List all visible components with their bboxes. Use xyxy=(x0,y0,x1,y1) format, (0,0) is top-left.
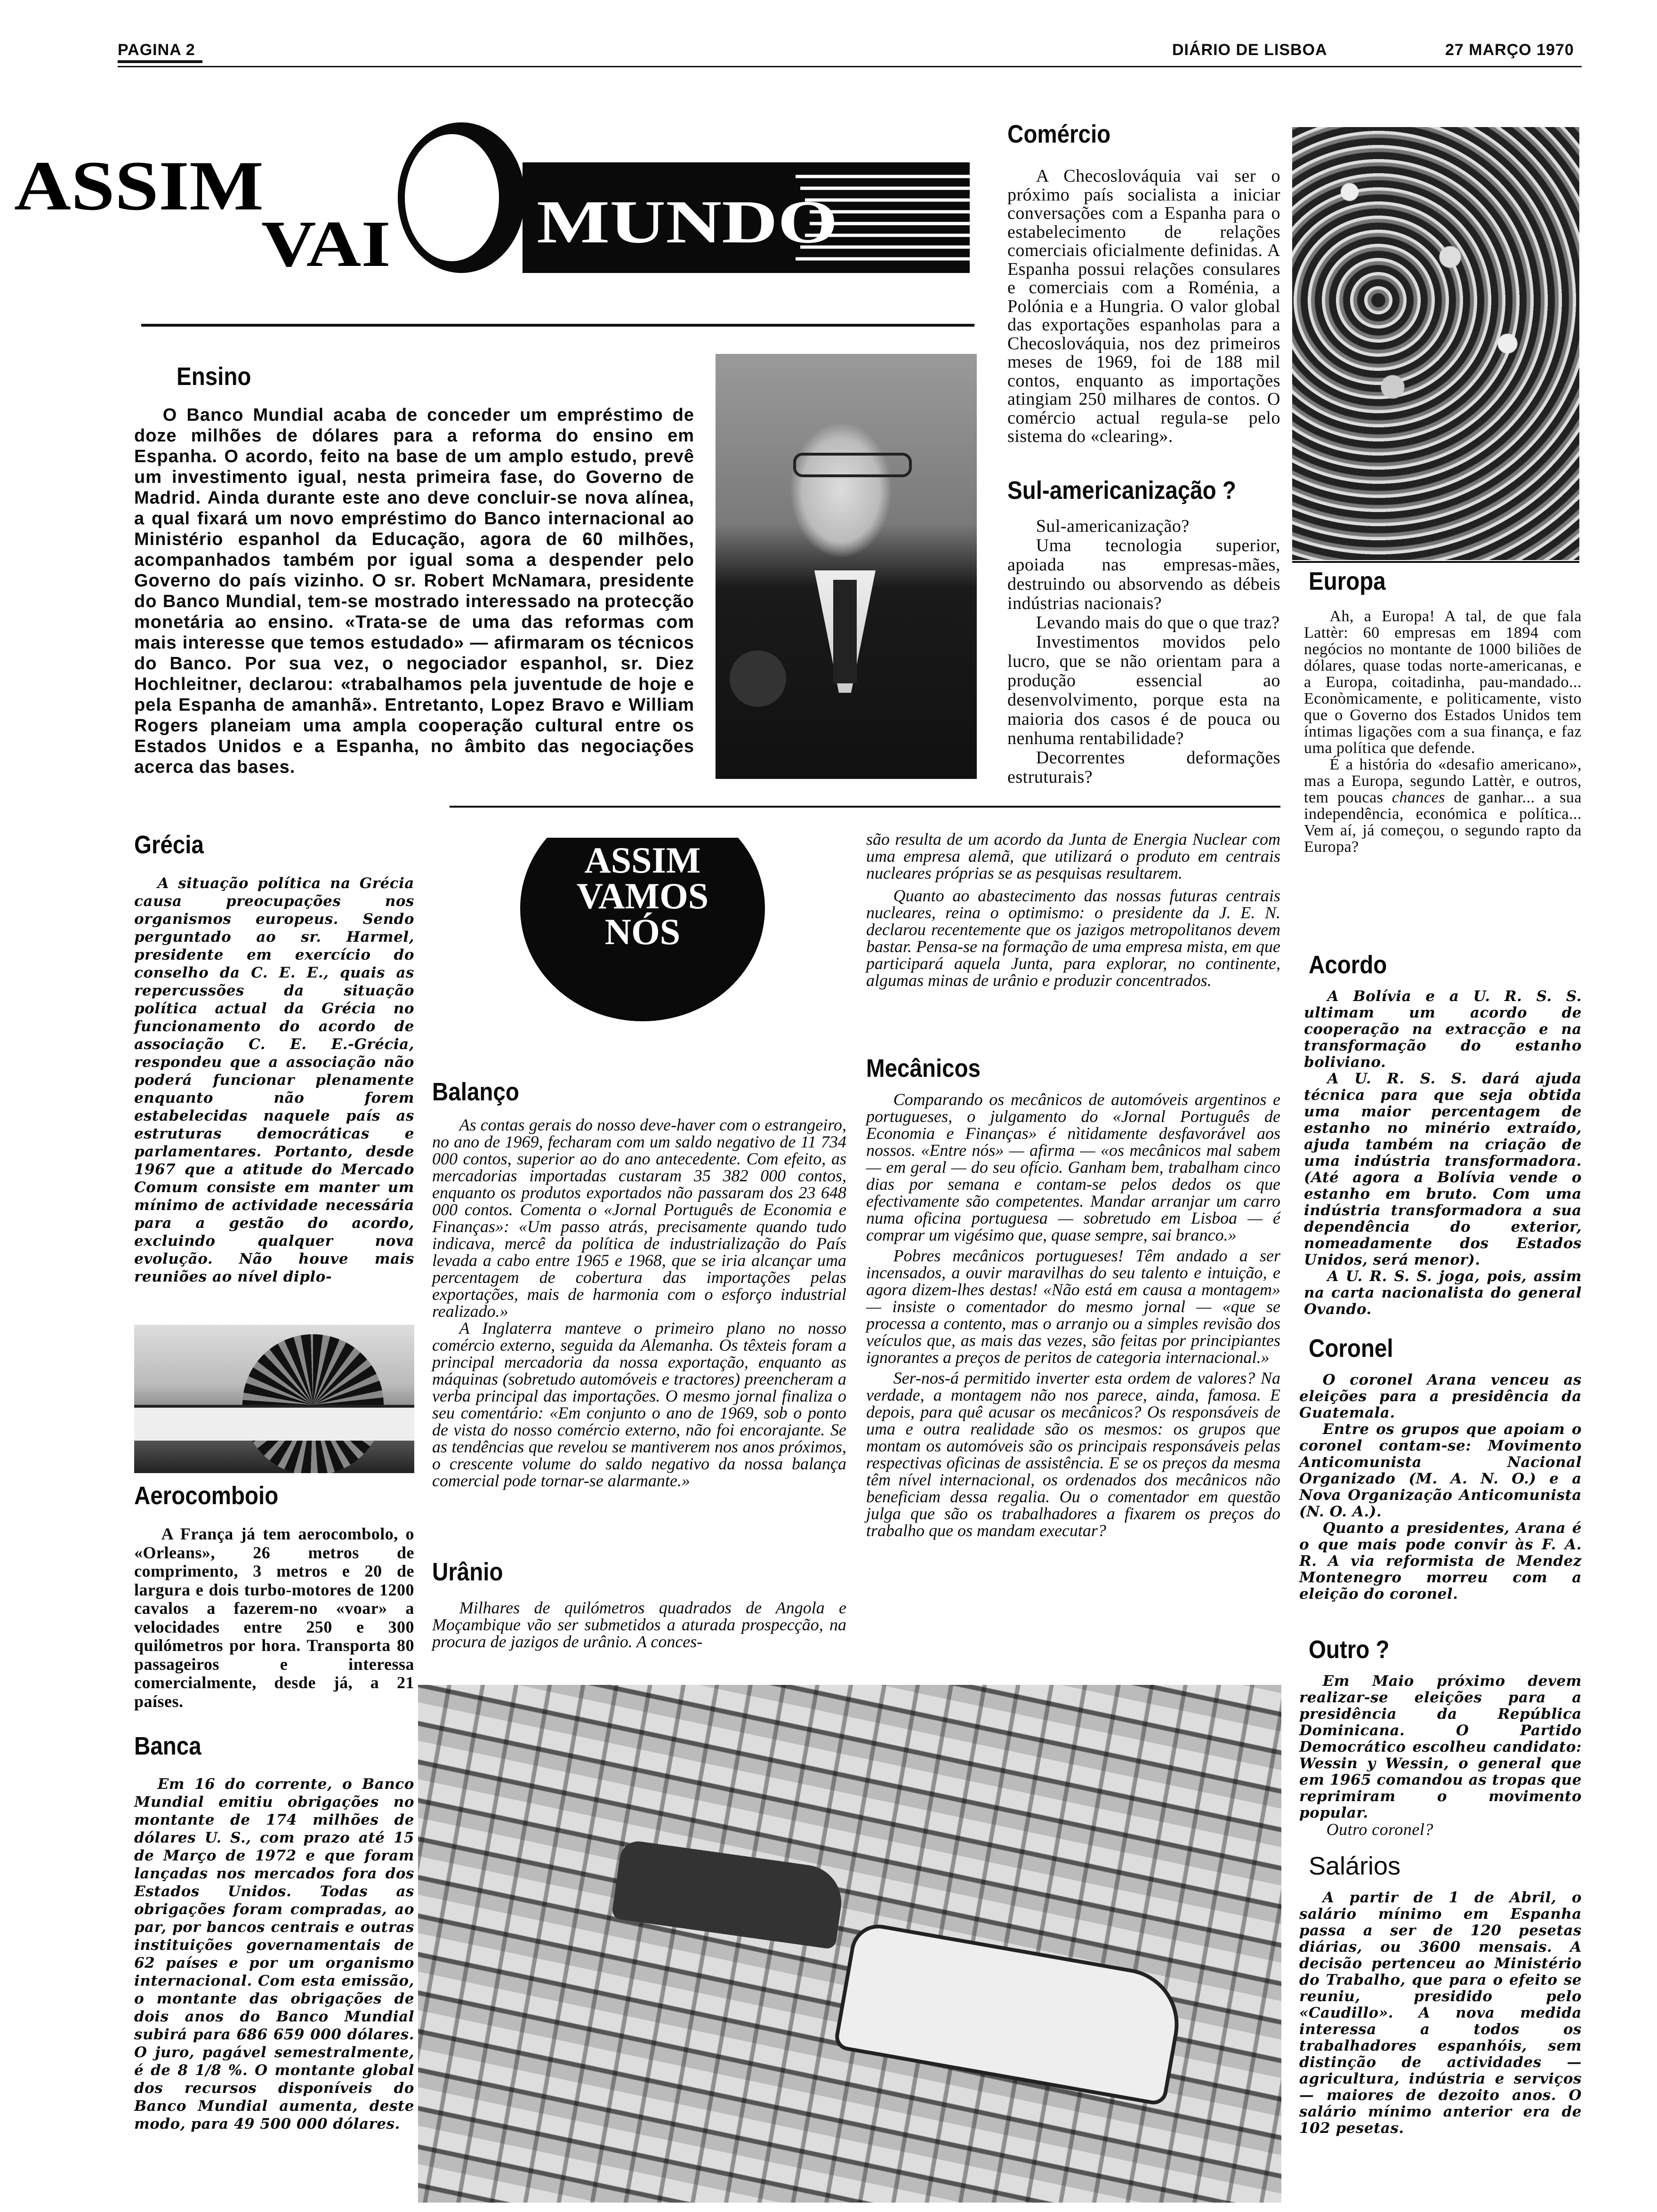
article-uranio xyxy=(432,1599,846,1650)
page-number: PAGINA 2 xyxy=(118,41,195,59)
paragraph: A U. R. S. S. dará ajuda técnica para que seja obtida uma maior percentagem de estanho no minério extraído, ajuda também na criação de uma indústria transformadora. (Até agora a Bolívia vende o estanho em bruto. Com uma indústria transformadora a sua dependência do exterior, nomeadamente dos Estados Unidos, será menor). xyxy=(1304,1070,1582,1268)
crowd-photo xyxy=(1292,127,1579,560)
article-banca xyxy=(134,1775,414,2133)
logo-assim: ASSIM xyxy=(14,147,264,225)
paragraph: Ser-nos-á permitido inverter esta ordem de valores? Na verdade, a montagem não nos parece, ainda, famosa. E depois, para quê acusar os mecânicos? Os responsáveis de uma e outra realidade são os mesmos: os grupos que montam os automóveis são os principais responsáveis pelas respectivas oficinas de assistência. E se os preços da mesma têm nível internacional, os ordenados dos mecânicos não beneficiam dessa regalia. Ou o comentador em questão julga que são os trabalhadores a fixarem os preços do trabalho que os mandam executar? xyxy=(866,1369,1280,1540)
page-number-underline xyxy=(118,60,202,63)
paragraph: A Checoslováquia vai ser o próximo país socialista a iniciar conversações com a Espanha para o estabelecimento de relações comerciais oficialmente definidas. A Espanha possui relações consulares e comerciais com a Roménia, a Polónia e a Hungria. O valor global das exportações espanholas para a Checoslováquia, nos dez primeiros meses de 1969, foi de 188 mil contos, enquanto as importações atingiam 250 milhares de contos. O comércio actual regula-se pelo sistema do «clearing». xyxy=(1007,166,1280,446)
paragraph: A França já tem aerocombolo, o «Orleans», 26 metros de comprimento, 3 metros e 20 de largura e dois turbo-motores de 1200 cavalos a fazerem-no «voar» a velocidades entre 250 e 300 quilómetros por hora. Transporta 80 passageiros e interessa comercialmente, desde já, a 21 países. xyxy=(134,1524,414,1711)
article-uranio-continuation xyxy=(866,831,1280,989)
logo-mundo: MUNDO xyxy=(537,188,838,256)
paragraph: Em 16 do corrente, o Banco Mundial emitiu obrigações no montante de 174 milhões de dólares U. S., com prazo até 15 de Março de 1972 e que foram lançadas nos mercados fora dos Estados Unidos. Todas as obrigações foram compradas, ao par, por bancos centrais e outras instituições governamentais de 62 países e por um organismo internacional. Com esta emissão, o montante das obrigações de dois anos do Banco Mundial subirá para 686 659 000 dólares. O juro, pagável semestralmente, é de 8 1/8 %. O montante global dos recursos disponíveis do Banco Mundial aumenta, deste modo, para 49 500 000 dólares. xyxy=(134,1776,414,2132)
logo-rule xyxy=(141,324,974,327)
paragraph: Milhares de quilómetros quadrados de Angola e Moçambique vão ser submetidos a aturada prospecção, na procura de jazigos de urânio. A conces- xyxy=(432,1598,846,1651)
paragraph: A U. R. S. S. joga, pois, assim na carta nacionalista do general Ovando. xyxy=(1304,1268,1582,1318)
headline-comercio: Comércio xyxy=(1007,120,1111,148)
paragraph: Levando mais do que o que traz? xyxy=(1036,613,1280,633)
assim-vamos-nos-label: ASSIM VAMOS NÓS xyxy=(576,840,709,952)
headline-acordo: Acordo xyxy=(1309,951,1387,979)
paragraph: Sul-americanização? xyxy=(1036,516,1190,536)
article-mecanicos xyxy=(866,1091,1280,1539)
article-grecia xyxy=(134,874,414,1286)
article-salarios xyxy=(1299,1890,1582,2137)
paragraph: são resulta de um acordo da Junta de Energia Nuclear com uma empresa alemã, que utilizará o produto em centrais nucleares próprias se as pesquisas resultarem. xyxy=(866,830,1280,882)
paragraph: Quanto a presidentes, Arana é o que mais pode convir às F. A. R. A via reformista de Mendez Montenegro morreu com a eleição do coronel. xyxy=(1299,1520,1582,1603)
paragraph: O coronel Arana venceu as eleições para a presidência da Guatemala. xyxy=(1299,1371,1582,1421)
article-acordo xyxy=(1304,988,1582,1318)
headline-salarios: Salários xyxy=(1309,1852,1401,1880)
glasses-shape xyxy=(793,453,912,477)
paragraph: Outro coronel? xyxy=(1326,1820,1433,1839)
paragraph: A situação política na Grécia causa preocupações nos organismos europeus. Sendo perguntado ao sr. Harmel, presidente em exercício do conselho da C. E. E., quais as repercussões da situação política actual da Grécia no funcionamento do acordo de associação C. E. E.-Grécia, respondeu que a associação não poderá funcionar plenamente enquanto não forem estabelecidas naquele país as estruturas democráticas e parlamentares. Portanto, desde 1967 que a atitude do Mercado Comum consiste em manter um mínimo de actividade necessária para a gestão do acordo, excluindo qualquer nova evolução. Não houve mais reuniões ao nível diplo- xyxy=(134,875,414,1285)
paragraph: Comparando os mecânicos de automóveis argentinos e portugueses, o julgamento do «Jornal Português de Economia e Finanças» é nìtidamente desfavorável aos nossos. «Entre nós» — afirma — «os mecânicos mal sabem — em geral — do seu ofício. Ganham bem, trabalham cinco dias por semana e contam-se pelos dedos os que efectivamente são competentes. Mandar arranjar um carro numa oficina portuguesa — sobretudo em Lisboa — é comprar um vigésimo que, quase sempre, sai branco.» xyxy=(866,1090,1280,1244)
article-comercio xyxy=(1007,167,1280,446)
paragraph: Pobres mecânicos portugueses! Têm andado a ser incensados, a ouvir maravilhas do seu talento e intuição, e agora dizem-lhes destas! «Não está em causa a montagem» — insiste o comentador do mesmo jornal — «que se processa a contento, mas o arranjo ou a simples revisão dos veículos que, as mais das vezes, são feitas por principiantes ignorantes a preços de peritos de categoria internacional.» xyxy=(866,1246,1280,1367)
microphone-shape xyxy=(730,650,786,707)
article-coronel xyxy=(1299,1372,1582,1603)
headline-balanco: Balanço xyxy=(432,1078,519,1106)
article-balanco xyxy=(432,1116,846,1489)
headline-grecia: Grécia xyxy=(134,831,204,859)
header-rule xyxy=(118,66,1582,67)
tie-shape xyxy=(833,580,857,683)
headline-sulamericanizacao: Sul-americanização ? xyxy=(1007,476,1236,505)
issue-date: 27 MARÇO 1970 xyxy=(1445,41,1574,59)
paragraph: A Bolívia e a U. R. S. S. ultimam um acordo de cooperação na extracção e na transformação do estanho boliviano. xyxy=(1304,988,1582,1071)
paragraph: Investimentos movidos pelo lucro, que se não orientam para a produção essencial ao desenvolvimento, porque esta na maioria dos casos é de pouca ou nenhuma rentabilidade? xyxy=(1007,632,1280,748)
paragraph: Quanto ao abastecimento das nossas futuras centrais nucleares, reina o optimismo: o presidente da J. E. N. declarou recentemente que os jazigos metropolitanos devem bastar. Pensa-se na formação de uma empresa mista, em que participará aquela Junta, para explorar, no continente, algumas minas de urânio e produzir concentrados. xyxy=(866,886,1280,990)
article-europa xyxy=(1304,608,1582,855)
paragraph: A Inglaterra manteve o primeiro plano no nosso comércio externo, seguida da Alemanha. Os têxteis foram a principal mercadoria da nossa exportação, enquanto as máquinas (sobretudo automóveis e tractores) preencheram a verba principal das importações. O mesmo jornal finaliza o seu comentário: «Em conjunto o ano de 1969, sob o ponto de vista do nosso comércio externo, não foi encorajante. Se as tendências que revelou se mantiverem nos anos próximos, o crescente volume do saldo negativo da nossa balança comercial pode tornar-se alarmante.» xyxy=(432,1319,846,1490)
car-factory-photo xyxy=(418,1685,1281,2203)
headline-europa: Europa xyxy=(1309,567,1386,595)
car-body-shape xyxy=(833,1920,1187,2107)
paragraph: O Banco Mundial acaba de conceder um empréstimo de doze milhões de dólares para a reforma do ensino em Espanha. O acordo, feito na base de um amplo estudo, prevê um investimento igual, nesta primeira fase, do Governo de Madrid. Ainda durante este ano deve concluir-se nova alínea, a qual fixará um novo empréstimo do Banco internacional ao Ministério espanhol da Educação, agora de 60 milhões, acompanhados também por igual soma a despender pelo Governo do país vizinho. O sr. Robert McNamara, presidente do Banco Mundial, tem-se mostrado interessado na protecção monetária ao ensino. «Trata-se de uma das reformas com mais interesse que temos estudado» — afirmaram os técnicos do Banco. Por sua vez, o negociador espanhol, sr. Diez Hochleitner, declarou: «trabalhamos pela juventude de hoje e pela Espanha de amanhã». Entretanto, Lopez Bravo e William Rogers planeiam uma ampla cooperação cultural entre os Estados Unidos e a Espanha, no âmbito das negociações acerca das bases. xyxy=(134,405,694,777)
article-outro xyxy=(1299,1673,1582,1838)
headline-uranio: Urânio xyxy=(432,1558,503,1586)
paragraph: A partir de 1 de Abril, o salário mínimo em Espanha passa a ser de 120 pesetas diárias, ou 3600 mensais. A decisão pertenceu ao Ministério do Trabalho, que para o efeito se reuniu, presidido pelo «Caudillo». A nova medida interessa a todos os trabalhadores espanhóis, sem distinção de actividades — agricultura, indústria e serviços — maiores de dezoito anos. O salário mínimo anterior era de 102 pesetas. xyxy=(1299,1889,1582,2137)
paragraph: É a história do «desafio americano», mas a Europa, segundo Lattèr, e outros, tem poucas chances de ganhar... a sua independência, económica e política... Vem aí, já começou, o segundo rapto da Europa? xyxy=(1304,756,1582,856)
paragraph: Uma tecnologia superior, apoiada nas empresas-mães, destruindo ou absorvendo as débeis indústrias nacionais? xyxy=(1007,536,1280,613)
paragraph: As contas gerais do nosso deve-haver com o estrangeiro, no ano de 1969, fecharam com um saldo negativo de 11 734 000 contos, superior ao do ano antecedente. Com efeito, as mercadorias importadas custaram 35 382 000 contos, enquanto os produtos exportados não passaram dos 23 648 000 contos. Comenta o «Jornal Português de Economia e Finanças»: «Um passo atrás, precisamente quando tudo indicava, mercê da política de industrialização do País levada a cabo entre 1965 e 1968, que se iria alcançar uma percentagem de cobertura das importações pelas exportações, mais de harmonia com o esforço industrial realizado.» xyxy=(432,1115,846,1321)
paragraph: Decorrentes deformações estruturais? xyxy=(1007,748,1280,787)
article-ensino xyxy=(134,405,694,777)
paragraph: Ah, a Europa! A tal, de que fala Lattèr: 60 empresas em 1894 com negócios no montante de 1000 biliões de dólares, quase todas norte-americanas, e a Europa, coitadinha, pau-mandado... Econòmicamente, e politicamente, visto que o Governo dos Estados Unidos tem íntimas ligações com a sua finança, e faz uma política que defende. xyxy=(1304,608,1582,757)
section-divider xyxy=(450,806,1280,808)
turbofan-shape xyxy=(242,1334,384,1473)
headline-mecanicos: Mecânicos xyxy=(866,1054,981,1082)
headline-banca: Banca xyxy=(134,1732,201,1760)
newspaper-name: DIÁRIO DE LISBOA xyxy=(1172,41,1327,59)
aerotrain-photo xyxy=(134,1325,414,1473)
logo-vai: VAI xyxy=(261,208,391,281)
section-logo xyxy=(0,71,989,282)
paragraph: Em Maio próximo devem realizar-se eleições para a presidência da República Dominicana. O Partido Democrático escolheu candidato: Wessin y Wessin, o general que em 1965 comandou as tropas que reprimiram o movimento popular. xyxy=(1299,1673,1582,1821)
car-body-shape xyxy=(611,1839,846,1949)
headline-aerocomboio: Aerocomboio xyxy=(134,1482,279,1510)
headline-coronel: Coronel xyxy=(1309,1334,1393,1362)
portrait-photo xyxy=(716,354,977,779)
article-sulamericanizacao xyxy=(1007,517,1280,787)
paragraph: Entre os grupos que apoiam o coronel contam-se: Movimento Anticomunista Nacional Organizado (M. A. N. O.) e a Nova Organização Anticomunista (N. O. A.). xyxy=(1299,1421,1582,1520)
article-aerocomboio xyxy=(134,1525,414,1711)
headline-ensino: Ensino xyxy=(177,362,251,391)
headline-outro: Outro ? xyxy=(1309,1635,1390,1664)
